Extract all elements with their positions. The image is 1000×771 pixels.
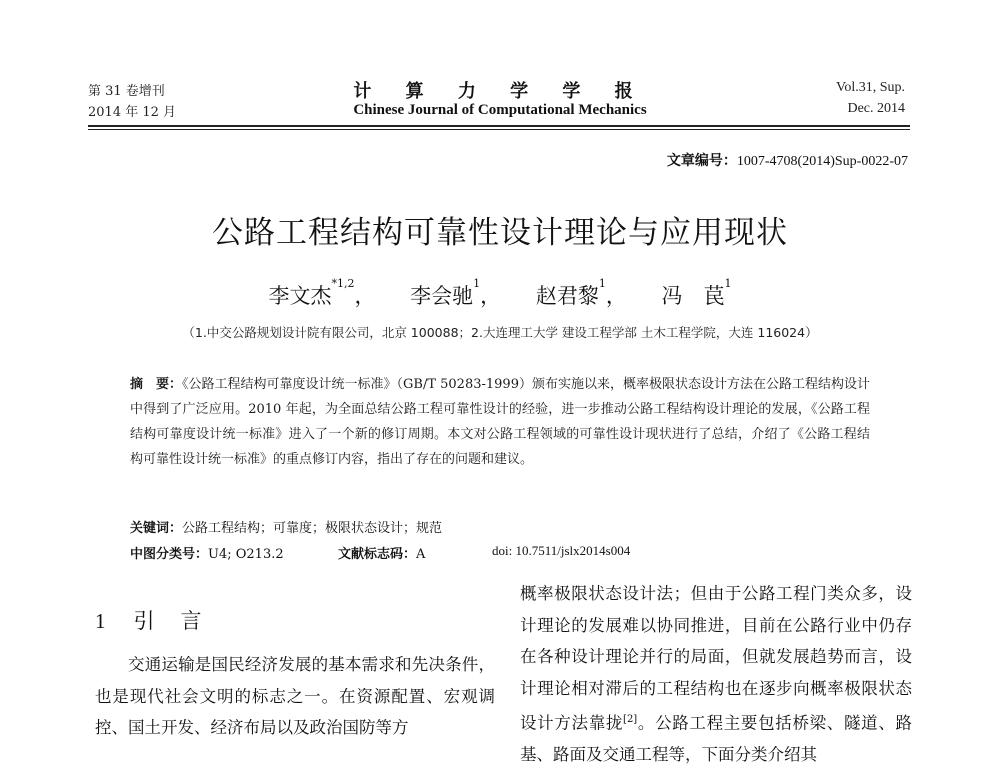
classification-value: U4; O213.2 — [208, 547, 284, 562]
classification-label: 中图分类号： — [130, 547, 209, 562]
keywords-label: 关键词： — [130, 521, 183, 536]
doc-code-label: 文献标志码： — [338, 547, 417, 562]
author: 李文杰$^{*1,2}$， — [268, 277, 376, 308]
doi-label: doi: — [492, 543, 513, 558]
section-title: 引言 — [133, 609, 228, 633]
header-rule-thin — [88, 129, 910, 130]
author: 李会驰$^1$， — [410, 277, 502, 308]
author: 冯 苠$^1$ — [661, 277, 732, 308]
body-right-tail: 。公路工程主要包括桥梁、隧道、路基、路面及交通工程等，下面分类介绍其 — [520, 713, 913, 764]
author: 赵君黎$^1$， — [535, 277, 627, 308]
section-heading — [95, 605, 228, 635]
article-number-value: 1007-4708(2014)Sup-0022-07 — [736, 154, 908, 169]
author-list — [0, 277, 1000, 310]
journal-title-cn: 计 算 力 学 学 报 — [353, 81, 647, 102]
issue-date-cn: 2014 年 12 月 — [88, 105, 177, 120]
body-right-text: 概率极限状态设计法；但由于公路工程门类众多，设计理论的发展难以协同推进，目前在公路行业中仍存在各种设计理论并行的局面，但就发展趋势而言，设计理论相对滞后的工程结构也在逐步向概率极限状态设计方法靠拢 — [520, 584, 912, 733]
doi-value: 10.7511/jslx2014s004 — [515, 543, 631, 558]
article-number-label: 文章编号： — [666, 153, 737, 169]
journal-title-en: Chinese Journal of Computational Mechanics — [353, 102, 647, 118]
doi — [492, 543, 630, 559]
section-number: 1 — [95, 609, 106, 633]
issue-date-en: Dec. 2014 — [847, 101, 905, 116]
abstract — [130, 372, 870, 472]
body-left-column: 交通运输是国民经济发展的基本需求和先决条件，也是现代社会文明的标志之一。在资源配置、宏观调控、国土开发、经济布局以及政治国防等方 — [95, 655, 495, 737]
volume-label: 第 31 卷增刊 — [88, 84, 165, 99]
header-rule-thick — [88, 125, 910, 127]
keywords — [130, 517, 442, 536]
volume-en: Vol.31, Sup. — [836, 80, 905, 95]
keywords-text: 公路工程结构；可靠度；极限状态设计；规范 — [182, 521, 443, 536]
classification — [130, 543, 284, 562]
paper-title: 公路工程结构可靠性设计理论与应用现状 — [212, 215, 788, 251]
doc-code — [338, 543, 425, 562]
article-number — [667, 150, 908, 170]
citation: [2] — [623, 714, 638, 725]
affiliation: （1.中交公路规划设计院有限公司，北京 100088；2.大连理工大学 建设工程学部 土木工程学院，大连 116024） — [182, 325, 818, 340]
doc-code-value: A — [416, 547, 426, 562]
abstract-text: 《公路工程结构可靠度设计统一标准》（GB/T 50283-1999）颁布实施以来，概率极限状态设计方法在公路工程结构设计中得到了广泛应用。2010 年起，为全面总结公路工程可靠性设计的经验，进一步推动公路工程结构设计理论的发展，《公路工程结构可靠度设计统一标准》进入了一个新的修订周期。本文对公路工程领域的可靠性设计现状进行了总结，介绍了《公路工程结构可靠性设计统一标准》的重点修订内容，指出了存在的问题和建议。 — [130, 377, 870, 467]
abstract-label: 摘 要： — [130, 377, 183, 392]
